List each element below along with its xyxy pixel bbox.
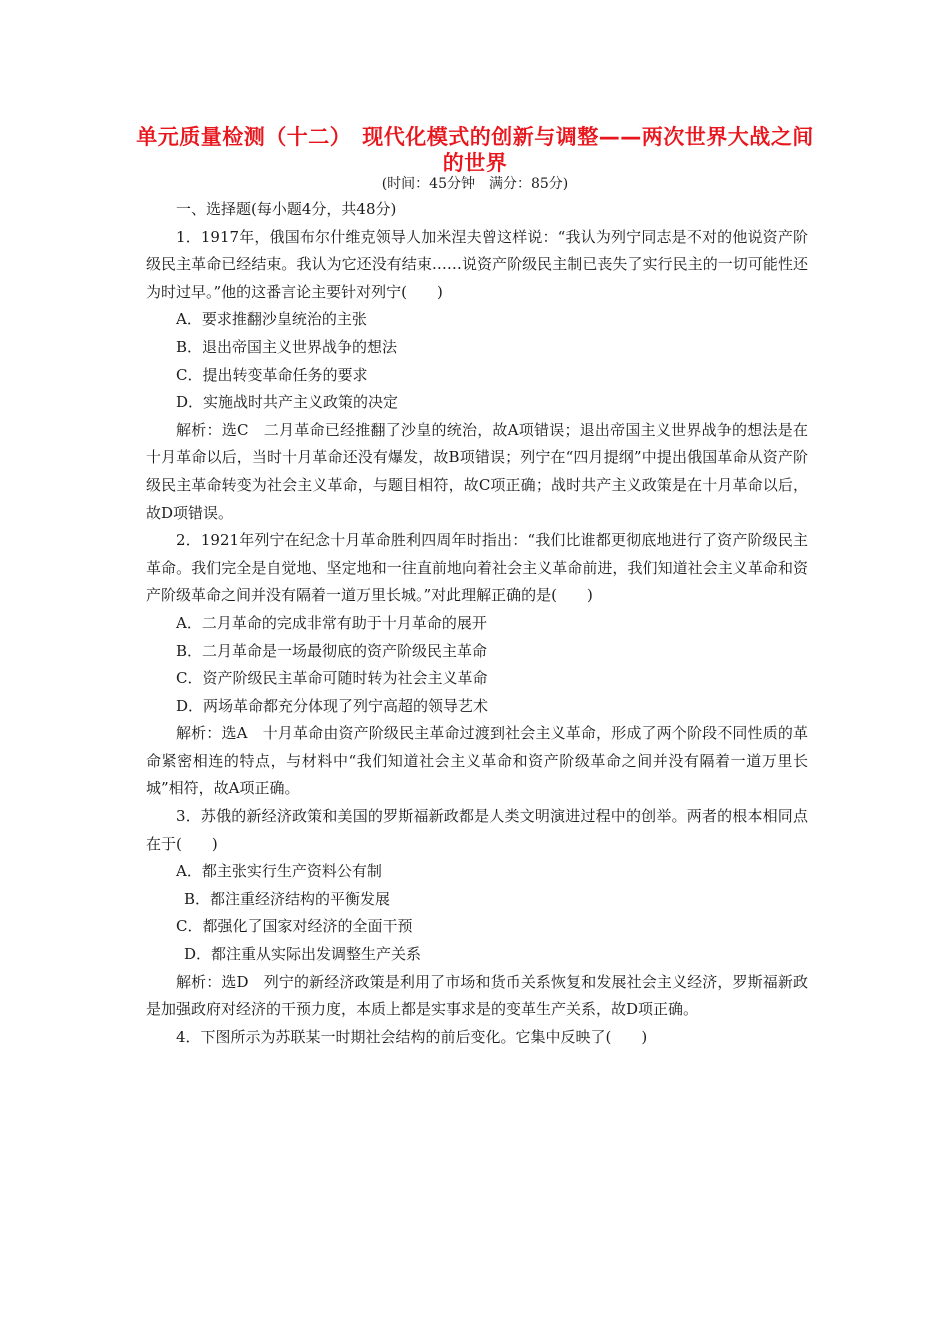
question-1-option-c: C．提出转变革命任务的要求	[176, 365, 368, 384]
question-3-option-b: B．都注重经济结构的平衡发展	[184, 889, 391, 908]
question-1-analysis: 解析：选C 二月革命已经推翻了沙皇的统治，故A项错误；退出帝国主义世界战争的想法是在十月革命以后，当时十月革命还没有爆发，故B项错误；列宁在“四月提纲”中提出俄国革命从资产阶级民主革命转变为社会主义革命，与题目相符，故C项正确；战时共产主义政策是在十月革命以后，故D项错误。	[146, 420, 808, 522]
question-3-option-a: A．都主张实行生产资料公有制	[176, 862, 382, 881]
exam-info: (时间：45分钟 满分：85分)	[381, 176, 569, 192]
question-1-stem: 1．1917年，俄国布尔什维克领导人加米涅夫曾这样说：“我认为列宁同志是不对的他说资产阶级民主革命已经结束。我认为它还没有结束……说资产阶级民主制已丧失了实行民主的一切可能性还为时过早。”他的这番言论主要针对列宁( )	[146, 227, 808, 301]
question-2-stem: 2．1921年列宁在纪念十月革命胜利四周年时指出：“我们比谁都更彻底地进行了资产阶级民主革命。我们完全是自觉地、坚定地和一往直前地向着社会主义革命前进，我们知道社会主义革命和资产阶级革命之间并没有隔着一道万里长城。”对此理解正确的是( )	[146, 531, 808, 605]
question-2-option-b: B．二月革命是一场最彻底的资产阶级民主革命	[176, 641, 488, 660]
document-title: 单元质量检测（十二） 现代化模式的创新与调整——两次世界大战之间的世界	[136, 125, 814, 175]
question-2-option-a: A．二月革命的完成非常有助于十月革命的展开	[176, 613, 487, 632]
question-1-option-b: B．退出帝国主义世界战争的想法	[176, 337, 398, 356]
question-3-option-d: D．都注重从实际出发调整生产关系	[184, 945, 422, 964]
question-2-option-d: D．两场革命都充分体现了列宁高超的领导艺术	[176, 696, 489, 715]
question-4-stem: 4．下图所示为苏联某一时期社会结构的前后变化。它集中反映了( )	[176, 1027, 648, 1046]
question-3-option-c: C．都强化了国家对经济的全面干预	[176, 917, 413, 936]
question-1-option-d: D．实施战时共产主义政策的决定	[176, 393, 399, 412]
question-2-option-c: C．资产阶级民主革命可随时转为社会主义革命	[176, 669, 488, 688]
question-3-analysis: 解析：选D 列宁的新经济政策是利用了市场和货币关系恢复和发展社会主义经济，罗斯福新政是加强政府对经济的干预力度，本质上都是实事求是的变革生产关系，故D项正确。	[146, 972, 808, 1019]
question-3-stem: 3．苏俄的新经济政策和美国的罗斯福新政都是人类文明演进过程中的创举。两者的根本相同点在于( )	[146, 807, 808, 853]
question-2-analysis: 解析：选A 十月革命由资产阶级民主革命过渡到社会主义革命，形成了两个阶段不同性质的革命紧密相连的特点，与材料中“我们知道社会主义革命和资产阶级革命之间并没有隔着一道万里长城”相符，故A项正确。	[146, 724, 808, 798]
section-heading: 一、选择题(每小题4分，共48分)	[176, 200, 397, 218]
document-body	[146, 196, 808, 1051]
question-1-option-a: A．要求推翻沙皇统治的主张	[176, 310, 367, 329]
